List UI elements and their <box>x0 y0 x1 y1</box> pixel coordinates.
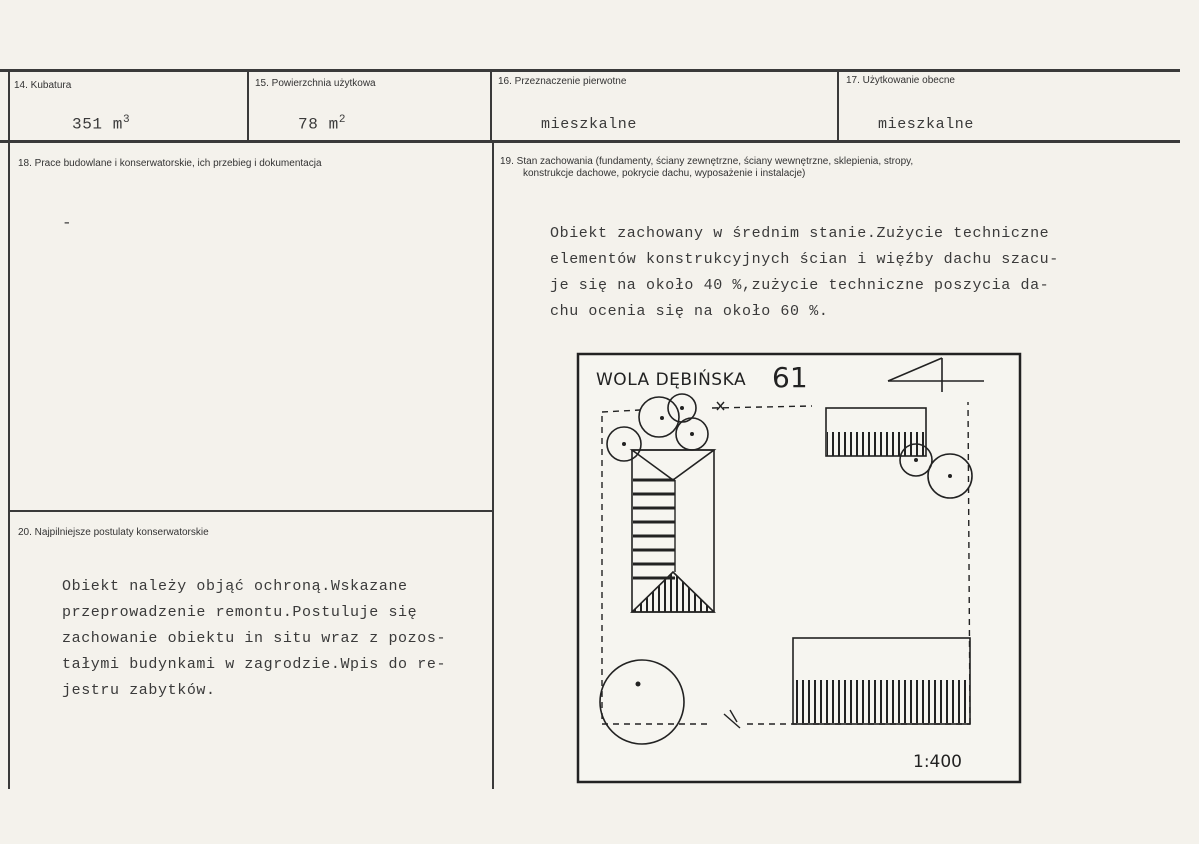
site-plan-number: 61 <box>772 361 808 394</box>
field-value-prace: - <box>62 214 73 232</box>
site-plan-drawing <box>572 350 1024 786</box>
row1-bottom-rule <box>0 140 1180 143</box>
powierzchnia-value: 78 m <box>298 115 339 134</box>
field-label-uzytkowanie: 17. Użytkowanie obecne <box>846 75 955 86</box>
field-label-powierzchnia: 15. Powierzchnia użytkowa <box>255 78 376 89</box>
site-plan-scale: 1:400 <box>913 752 962 772</box>
field-label-kubatura: 14. Kubatura <box>14 80 72 91</box>
field-value-uzytkowanie: mieszkalne <box>878 116 975 133</box>
kubatura-value: 351 m <box>72 115 124 134</box>
field-value-przeznaczenie: mieszkalne <box>541 116 638 133</box>
kubatura-unit-sup: 3 <box>123 114 131 126</box>
divider-14-15 <box>247 69 249 143</box>
field-value-kubatura <box>72 114 130 133</box>
field-value-powierzchnia <box>298 114 346 133</box>
field-label-postulaty: 20. Najpilniejsze postulaty konserwatorskie <box>18 527 209 538</box>
field-label-prace: 18. Prace budowlane i konserwatorskie, ich przebieg i dokumentacja <box>18 158 322 169</box>
left-border <box>8 69 10 789</box>
field-label-stan-line2: konstrukcje dachowe, pokrycie dachu, wyposażenie i instalacje) <box>523 168 806 179</box>
section18-bottom-rule <box>10 510 492 512</box>
main-column-divider <box>492 143 494 789</box>
postulaty-text: Obiekt należy objąć ochroną.Wskazane przeprowadzenie remontu.Postuluje się zachowanie obiektu in situ wraz z pozos- tałymi budynkami w zagrodzie.Wpis do re- jestru zabytków. <box>62 578 447 699</box>
stan-text: Obiekt zachowany w średnim stanie.Zużycie techniczne elementów konstrukcyjnych ścian i więźby dachu szacu- je się na około 40 %,zużycie techniczne poszycia da- chu ocenia się na około 60 %. <box>550 225 1059 320</box>
field-label-przeznaczenie: 16. Przeznaczenie pierwotne <box>498 76 627 87</box>
powierzchnia-unit-sup: 2 <box>338 114 347 126</box>
divider-16-17 <box>837 69 839 143</box>
field-label-stan-line1: 19. Stan zachowania (fundamenty, ściany zewnętrzne, ściany wewnętrzne, sklepienia, stropy, <box>500 156 914 167</box>
divider-15-16 <box>490 69 492 143</box>
site-plan-title: WOLA DĘBIŃSKA <box>596 370 747 390</box>
top-rule <box>0 69 1180 72</box>
